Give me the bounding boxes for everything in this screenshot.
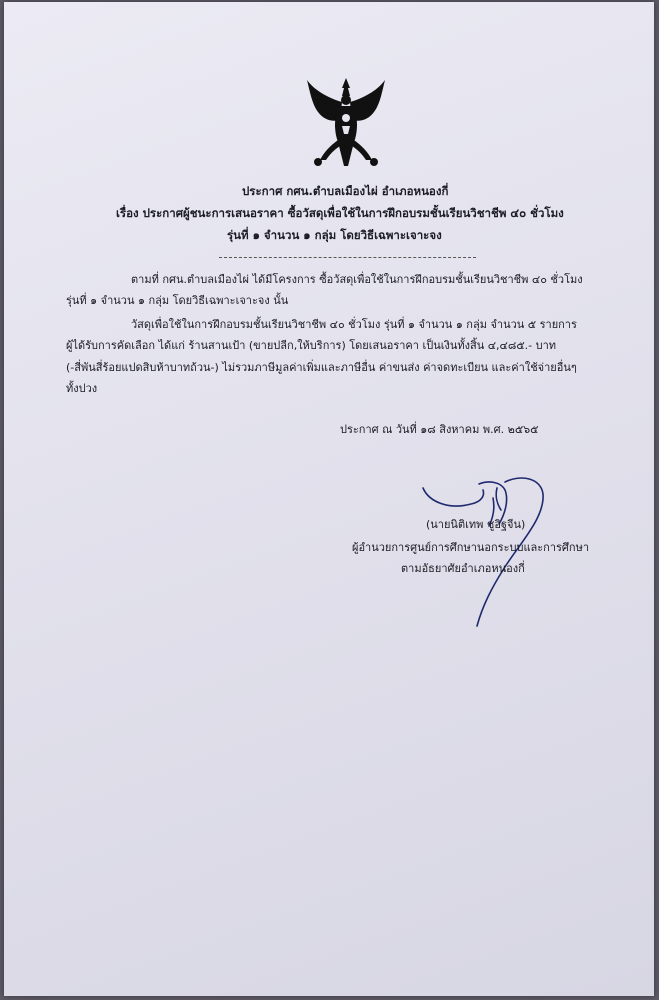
paragraph-2-line-4: ทั้งปวง bbox=[66, 382, 98, 395]
announcement-issuer: ประกาศ กศน.ตำบลเมืองไผ่ อำเภอหนองกี่ bbox=[242, 184, 449, 198]
garuda-emblem-icon bbox=[304, 76, 388, 168]
announcement-subject-cont: รุ่นที่ ๑ จำนวน ๑ กลุ่ม โดยวิธีเฉพาะเจาะจง bbox=[227, 228, 442, 242]
announcement-subject: เรื่อง ประกาศผู้ชนะการเสนอราคา ซื้อวัสดุเพื่อใช้ในการฝึกอบรมชั้นเรียนวิชาชีพ ๔๐ ชั่วโมง bbox=[116, 206, 564, 220]
paragraph-1-line-1: ตามที่ กศน.ตำบลเมืองไผ่ ได้มีโครงการ ซื้อวัสดุเพื่อใช้ในการฝึกอบรมชั้นเรียนวิชาชีพ ๔๐ ชั่วโมง bbox=[131, 273, 583, 286]
signatory-position-line-2: ตามอัธยาศัยอำเภอหนองกี่ bbox=[401, 562, 525, 575]
paragraph-1-line-2: รุ่นที่ ๑ จำนวน ๑ กลุ่ม โดยวิธีเฉพาะเจาะจง นั้น bbox=[66, 294, 289, 307]
document-page bbox=[4, 2, 654, 996]
signatory-position-line-1: ผู้อำนวยการศูนย์การศึกษานอกระบบและการศึกษา bbox=[352, 541, 589, 554]
paragraph-2-line-3: (-สี่พันสี่ร้อยแปดสิบห้าบาทถ้วน-) ไม่รวมภาษีมูลค่าเพิ่มและภาษีอื่น ค่าขนส่ง ค่าจดทะเบียน และค่าใช้จ่ายอื่นๆ bbox=[66, 361, 577, 374]
divider bbox=[219, 257, 476, 258]
paragraph-2-line-1: วัสดุเพื่อใช้ในการฝึกอบรมชั้นเรียนวิชาชีพ ๔๐ ชั่วโมง รุ่นที่ ๑ จำนวน ๑ กลุ่ม จำนวน ๕ รายการ bbox=[131, 318, 577, 331]
paragraph-2-line-2: ผู้ได้รับการคัดเลือก ได้แก่ ร้านสานเป้า (ขายปลีก,ให้บริการ) โดยเสนอราคา เป็นเงินทั้งสิ้น ๔,๔๘๕.- บาท bbox=[66, 339, 557, 352]
announcement-date: ประกาศ ณ วันที่ ๑๘ สิงหาคม พ.ศ. ๒๕๖๕ bbox=[340, 423, 539, 436]
signatory-name: (นายนิติเทพ ชูอิฐจีน) bbox=[426, 518, 526, 531]
